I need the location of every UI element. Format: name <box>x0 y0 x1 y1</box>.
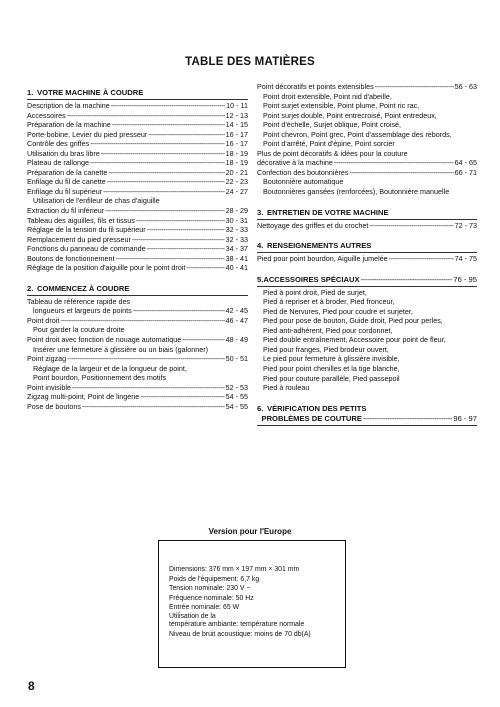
entry-title: Enfilage du fil de canette <box>27 177 106 187</box>
toc-entry <box>257 177 477 187</box>
entry-title: Pied pour point bourdon, Aiguille jumelée <box>257 254 388 264</box>
page-ref: 32 - 33 <box>225 225 248 235</box>
toc-entry <box>27 335 248 345</box>
section-title-line2: PROBLÈMES DE COUTURE <box>261 413 362 423</box>
page-ref: 24 - 27 <box>225 186 248 196</box>
section-number: 5. <box>257 274 264 284</box>
page-ref: 46 - 47 <box>225 315 248 325</box>
toc-entry <box>27 196 248 206</box>
entry-title: Tableau de référence rapide des <box>27 296 131 306</box>
section-rule <box>257 425 477 426</box>
section-title: VOTRE MACHINE À COUDRE <box>37 88 144 97</box>
toc-left-column <box>27 82 248 411</box>
entry-title: Boutons de fonctionnement <box>27 253 115 263</box>
dot-leader <box>133 306 225 316</box>
entry-title: Fonctions du panneau de commande <box>27 244 146 254</box>
page-ref: 74 - 75 <box>454 254 477 264</box>
toc-entry <box>27 373 248 383</box>
dot-leader <box>67 354 224 364</box>
toc-entry <box>27 187 248 197</box>
dot-leader <box>147 244 225 254</box>
toc-section-heading <box>27 88 248 100</box>
entry-title: Préparation de la canette <box>27 167 108 177</box>
entry-title: Point droit <box>27 315 60 325</box>
page-ref: 54 - 55 <box>225 401 248 411</box>
page-title: TABLE DES MATIÈRES <box>185 56 315 68</box>
toc-entry <box>257 254 477 264</box>
entry-title: Accessoires <box>27 110 66 120</box>
dot-leader <box>112 120 225 130</box>
section-rule <box>257 286 477 287</box>
entry-title: Remplacement du pied presseur <box>27 234 131 244</box>
dot-leader <box>334 158 454 168</box>
toc-entry <box>257 101 477 111</box>
page-ref: 50 - 51 <box>225 354 248 364</box>
toc-entry <box>27 206 248 216</box>
page-ref: 66 - 71 <box>454 167 477 177</box>
spec-list <box>169 565 311 639</box>
page-ref: 18 - 19 <box>225 148 248 158</box>
entry-title: Point droit extensible, Point nid d'abeille, <box>263 91 392 101</box>
entry-title: Pied de Nervures, Pied pour coudre et surjeter, <box>263 306 413 316</box>
entry-title: Tableau des aiguilles, fils et tissus <box>27 215 135 225</box>
section-rule <box>27 295 248 296</box>
dot-leader <box>186 263 224 273</box>
entry-title: décorative à la machine <box>257 158 333 168</box>
spec-line: Entrée nominale: 65 W <box>169 604 240 611</box>
entry-title: Extraction du fil inférieur <box>27 206 105 216</box>
dot-leader <box>72 383 225 393</box>
entry-title: Point droit avec fonction de nouage automatique <box>27 335 182 345</box>
entry-title: Nettoyage des griffes et du crochet <box>257 220 369 230</box>
page-ref: 54 - 55 <box>225 392 248 402</box>
toc-entry <box>27 254 248 264</box>
entry-title: Point bourdon, Positionnement des motifs <box>33 373 167 383</box>
toc-entry <box>27 130 248 140</box>
dot-leader <box>101 149 225 159</box>
toc-entry <box>27 216 248 226</box>
dot-leader <box>116 254 225 264</box>
toc-entry <box>257 221 477 231</box>
toc-entry <box>27 364 248 374</box>
entry-title: Pied à repriser et à broder, Pied fronceur, <box>263 297 395 307</box>
dot-leader <box>350 168 454 178</box>
spec-line: Niveau de bruit acoustique: moins de 70 db(A) <box>169 630 311 638</box>
dot-leader <box>103 187 224 197</box>
dot-leader <box>105 206 225 216</box>
section-title: VÉRIFICATION DES PETITS <box>267 403 367 413</box>
page-ref: 16 - 17 <box>225 139 248 149</box>
entry-title: Contrôle des griffes <box>27 139 90 149</box>
page-ref: 72 - 73 <box>454 220 477 230</box>
section-rule <box>27 99 248 100</box>
entry-title: Zigzag multi-point, Point de lingerie <box>27 392 140 402</box>
entry-title: Confection des boutonnières <box>257 167 349 177</box>
dot-leader <box>147 225 225 235</box>
section-title: ACCESSOIRES SPÉCIAUX <box>263 274 360 284</box>
entry-title: Point surjet extensible, Point plume, Point ric rac, <box>263 101 420 111</box>
page-ref: 34 - 37 <box>225 244 248 254</box>
page-ref: 12 - 13 <box>225 110 248 120</box>
entry-title: Point d'arrêté, Point d'épine, Point sorcier <box>263 139 395 149</box>
toc-entry <box>27 177 248 187</box>
toc-entry <box>27 402 248 412</box>
toc-entry <box>27 325 248 335</box>
toc-entry <box>257 326 477 336</box>
toc-entry <box>27 101 248 111</box>
page-ref: 30 - 31 <box>225 215 248 225</box>
toc-entry <box>27 383 248 393</box>
toc-section-heading <box>257 208 477 220</box>
toc-entry <box>27 306 248 316</box>
toc-right-column <box>257 82 477 427</box>
entry-title: Pied anti-adhérent, Pied pour cordonnet, <box>263 325 393 335</box>
page-ref: 22 - 23 <box>225 177 248 187</box>
page-ref: 14 - 15 <box>225 120 248 130</box>
entry-title: Pied à rouleau <box>263 383 310 393</box>
dot-leader <box>148 130 224 140</box>
page-number: 8 <box>28 679 35 693</box>
dot-leader <box>60 316 224 326</box>
dot-leader <box>132 235 225 245</box>
toc-section-heading <box>27 284 248 296</box>
page-ref: 76 - 95 <box>453 274 477 284</box>
entry-title: Point invisible <box>27 382 71 392</box>
section-rule <box>257 219 477 220</box>
toc-section-heading <box>257 404 477 426</box>
toc-entry <box>257 374 477 384</box>
toc-entry <box>257 307 477 317</box>
toc-entry <box>257 297 477 307</box>
toc-entry <box>257 158 477 168</box>
entry-title: Pied double entraînement, Accessoire pour point de fleur, <box>263 335 446 345</box>
toc-entry <box>257 149 477 159</box>
toc-entry <box>27 139 248 149</box>
entry-title: Boutonnières gansées (renforcées), Boutonnière manuelle <box>263 187 450 197</box>
toc-entry <box>27 120 248 130</box>
page-ref: 32 - 33 <box>225 234 248 244</box>
spec-line: Tension nominale: 230 V ~ <box>169 585 251 592</box>
spec-line: Dimensions: 376 mm × 197 mm × 301 mm <box>169 566 300 573</box>
spec-line: Poids de l'équipement: 6,7 kg <box>169 575 260 583</box>
section-number: 2. <box>27 283 34 293</box>
toc-entry <box>257 288 477 298</box>
page-ref: 28 - 29 <box>225 206 248 216</box>
europe-version-title: Version pour l'Europe <box>208 527 292 536</box>
toc-entry <box>257 92 477 102</box>
entry-title: Boutonnière automatique <box>263 177 344 187</box>
entry-title: Pied pour pose de bouton, Guide droit, Pied pour perles, <box>263 316 443 326</box>
toc-entry <box>27 158 248 168</box>
dot-leader <box>82 402 225 412</box>
page-ref: 16 - 17 <box>225 129 248 139</box>
toc-entry <box>27 225 248 235</box>
entry-title: Pied à point droit, Pied de surjet, <box>263 287 367 297</box>
dot-leader <box>140 392 224 402</box>
toc-entry <box>27 168 248 178</box>
dot-leader <box>182 335 224 345</box>
toc-entry <box>257 139 477 149</box>
dot-leader <box>375 82 454 92</box>
dot-leader <box>90 139 224 149</box>
entry-title: Point surjet double, Point entrecroisé, Point entredeux, <box>263 110 437 120</box>
toc-entry <box>27 345 248 355</box>
entry-title: Pied pour couture parallèle, Pied passepoil <box>263 373 400 383</box>
entry-title: Point zigzag <box>27 354 67 364</box>
section-title: RENSEIGNEMENTS AUTRES <box>267 241 372 251</box>
toc-entry <box>27 297 248 307</box>
section-number: 4. <box>257 241 264 251</box>
entry-title: Utilisation du bras libre <box>27 148 100 158</box>
entry-title: Le pied pour fermeture à glissière invisible, <box>263 354 400 364</box>
toc-entry <box>257 82 477 92</box>
spec-line: Utilisation de la <box>169 612 216 620</box>
section-number: 1. <box>27 88 34 97</box>
dot-leader <box>363 414 452 424</box>
page-ref: 42 - 45 <box>225 306 248 316</box>
entry-title: Enfilage du fil supérieur <box>27 186 103 196</box>
page-ref: 96 - 97 <box>453 413 477 423</box>
entry-title: Réglage de la tension du fil supérieur <box>27 225 146 235</box>
toc-entry <box>257 168 477 178</box>
entry-title: Pied pour franges, Pied brodeur ouvert, <box>263 344 389 354</box>
page-ref: 10 - 11 <box>226 101 248 110</box>
entry-title: Point chevron, Point grec, Point d'assemblage des rebords, <box>263 129 452 139</box>
toc-entry <box>257 316 477 326</box>
toc-entry <box>27 263 248 273</box>
section-title: COMMENCEZ À COUDRE <box>37 283 130 293</box>
entry-title: Pied pour point chenilles et la tige blanche, <box>263 364 400 374</box>
dot-leader <box>67 111 225 121</box>
section-number: 3. <box>257 207 264 217</box>
dot-leader <box>111 101 225 111</box>
entry-title: longueurs et largeurs de points <box>33 306 132 316</box>
toc-entry <box>27 235 248 245</box>
entry-title: Utilisation de l'enfileur de chas d'aiguille <box>33 196 160 206</box>
page-ref: 52 - 53 <box>225 382 248 392</box>
entry-title: Point d'échelle, Surjet oblique, Point croisé, <box>263 120 402 130</box>
dot-leader <box>136 216 225 226</box>
toc-entry <box>27 354 248 364</box>
toc-entry <box>27 149 248 159</box>
page-ref: 64 - 65 <box>454 158 477 168</box>
entry-title: Réglage de la largeur et de la longueur de point, <box>33 363 187 373</box>
dot-leader <box>389 254 454 264</box>
dot-leader <box>369 221 453 231</box>
toc-entry <box>27 316 248 326</box>
entry-title: Plus de point décoratifs & idées pour la couture <box>257 148 408 158</box>
toc-entry <box>257 111 477 121</box>
dot-leader <box>108 168 224 178</box>
page-ref: 18 - 19 <box>225 158 248 168</box>
toc-entry <box>257 130 477 140</box>
spec-line: température ambiante: température normale <box>169 621 305 628</box>
entry-title: Préparation de la machine <box>27 120 111 130</box>
entry-title: Description de la machine <box>27 101 110 110</box>
toc-entry <box>257 364 477 374</box>
page-ref: 56 - 63 <box>454 82 477 91</box>
page-ref: 38 - 41 <box>225 253 248 263</box>
dot-leader <box>90 158 225 168</box>
dot-leader <box>107 177 225 187</box>
entry-title: Réglage de la position d'aiguille pour le point droit <box>27 263 186 273</box>
toc-entry <box>27 111 248 121</box>
entry-title: Plateau de rallonge <box>27 158 89 168</box>
entry-title: Insérer une fermeture à glissière ou un biais (galonner) <box>33 344 208 354</box>
page-ref: 20 - 21 <box>225 167 248 177</box>
section-rule <box>257 252 477 253</box>
toc-entry <box>257 335 477 345</box>
section-title: ENTRETIEN DE VOTRE MACHINE <box>267 207 389 217</box>
toc-entry <box>257 345 477 355</box>
entry-title: Pose de boutons <box>27 401 81 411</box>
toc-entry <box>27 244 248 254</box>
page-ref: 48 - 49 <box>225 335 248 345</box>
toc-entry <box>257 120 477 130</box>
spec-box <box>158 540 346 668</box>
toc-section-heading <box>257 241 477 253</box>
dot-leader <box>361 275 453 285</box>
entry-title: Porte-bobine, Levier du pied presseur <box>27 129 148 139</box>
section-number: 6. <box>257 403 264 413</box>
toc-section-heading <box>257 275 477 287</box>
spec-line: Fréquence nominale: 50 Hz <box>169 594 254 602</box>
page-ref: 40 - 41 <box>225 263 248 273</box>
toc-entry <box>257 383 477 393</box>
toc-entry <box>27 392 248 402</box>
entry-title: Pour garder la couture droite <box>33 325 125 335</box>
entry-title: Point décoratifs et points extensibles <box>257 82 374 91</box>
toc-entry <box>257 187 477 197</box>
toc-entry <box>257 354 477 364</box>
